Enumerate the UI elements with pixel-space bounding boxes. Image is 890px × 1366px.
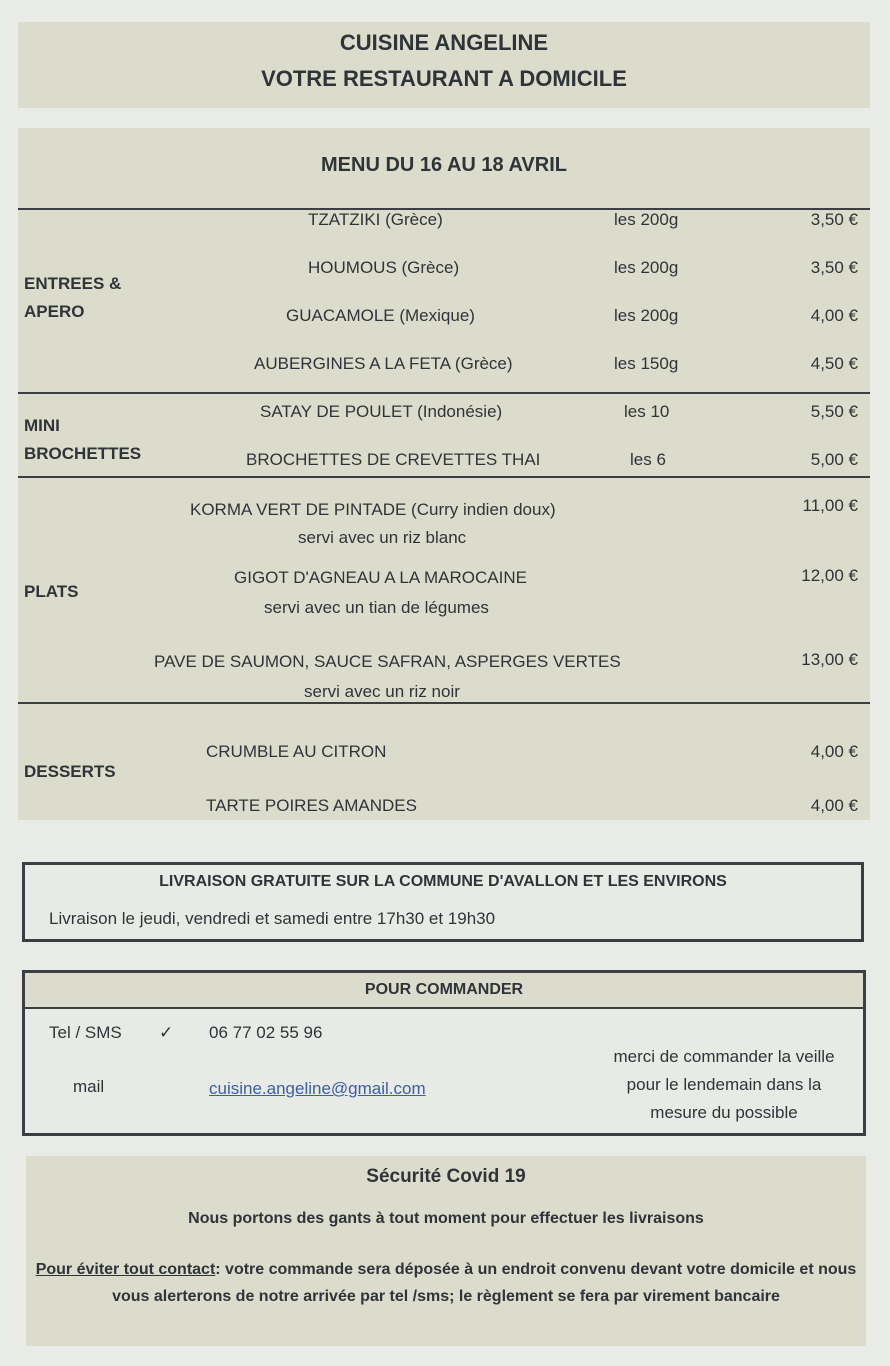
dish-name: PAVE DE SAUMON, SAUCE SAFRAN, ASPERGES VERTES: [154, 652, 621, 671]
tel-label: Tel / SMS: [49, 1023, 122, 1042]
check-icon: ✓: [159, 1023, 174, 1042]
dish-price: 4,00 €: [810, 742, 858, 761]
covid-title: Sécurité Covid 19: [366, 1166, 526, 1187]
covid-contactless-note: [30, 1256, 862, 1310]
dish-qty: les 150g: [614, 354, 679, 373]
dish-price: 3,50 €: [810, 258, 858, 277]
covid-gloves-note: Nous portons des gants à tout moment pour effectuer les livraisons: [188, 1210, 704, 1227]
category-plats: PLATS: [24, 582, 79, 601]
email-link[interactable]: cuisine.angeline@gmail.com: [209, 1079, 426, 1098]
dish-name: HOUMOUS (Grèce): [308, 258, 460, 277]
dish-qty: les 10: [624, 402, 670, 421]
restaurant-tagline: VOTRE RESTAURANT A DOMICILE: [261, 66, 627, 91]
order-title: POUR COMMANDER: [364, 981, 524, 998]
order-header: [25, 973, 863, 1009]
dish-price: 5,00 €: [810, 450, 858, 469]
dish-price: 4,00 €: [810, 306, 858, 325]
dish-side: servi avec un riz blanc: [298, 528, 467, 547]
dish-name: GUACAMOLE (Mexique): [286, 306, 475, 325]
dish-price: 3,50 €: [810, 210, 858, 229]
covid-text: : votre commande sera déposée à un endroit convenu devant votre domicile et nous vous alerterons de notre arrivée par tel /sms; le règlement se fera par virement bancaire: [112, 1261, 857, 1305]
divider: [18, 392, 870, 394]
dish-price: 13,00 €: [801, 650, 858, 669]
restaurant-header: [18, 22, 870, 108]
mail-label: mail: [73, 1077, 105, 1096]
delivery-title: LIVRAISON GRATUITE SUR LA COMMUNE D'AVALLON ET LES ENVIRONS: [159, 873, 727, 890]
dish-name: KORMA VERT DE PINTADE (Curry indien doux): [190, 500, 556, 519]
dish-name: AUBERGINES A LA FETA (Grèce): [254, 354, 513, 373]
dish-qty: les 200g: [614, 258, 679, 277]
dish-name: GIGOT D'AGNEAU A LA MAROCAINE: [234, 568, 527, 587]
category-desserts: DESSERTS: [24, 762, 116, 781]
dish-name: BROCHETTES DE CREVETTES THAI: [246, 450, 541, 469]
covid-lead: Pour éviter tout contact: [35, 1261, 216, 1278]
dish-name: TARTE POIRES AMANDES: [206, 796, 417, 815]
dish-side: servi avec un tian de légumes: [264, 598, 489, 617]
dish-side: servi avec un riz noir: [304, 682, 460, 701]
dish-qty: les 200g: [614, 210, 679, 229]
delivery-schedule: Livraison le jeudi, vendredi et samedi entre 17h30 et 19h30: [49, 909, 496, 928]
menu-title: MENU DU 16 AU 18 AVRIL: [321, 154, 567, 176]
dish-price: 11,00 €: [802, 496, 858, 515]
dish-name: TZATZIKI (Grèce): [308, 210, 443, 229]
dish-price: 4,00 €: [810, 796, 858, 815]
dish-price: 5,50 €: [810, 402, 858, 421]
dish-name: SATAY DE POULET (Indonésie): [260, 402, 503, 421]
delivery-box: [22, 862, 864, 942]
order-box: [22, 970, 866, 1136]
dish-qty: les 6: [630, 450, 666, 469]
order-note: merci de commander la veille pour le lendemain dans la mesure du possible: [613, 1047, 835, 1122]
divider: [18, 476, 870, 478]
category-entrees: ENTREES & APERO: [24, 274, 122, 321]
divider: [18, 208, 870, 210]
dish-qty: les 200g: [614, 306, 679, 325]
restaurant-name: CUISINE ANGELINE: [339, 30, 549, 55]
dish-name: CRUMBLE AU CITRON: [206, 742, 387, 761]
phone-number[interactable]: 06 77 02 55 96: [209, 1023, 323, 1042]
menu-panel: [18, 128, 870, 820]
dish-price: 4,50 €: [810, 354, 858, 373]
dish-price: 12,00 €: [801, 566, 858, 585]
covid-panel: [26, 1156, 866, 1346]
category-mini-brochettes: MINI BROCHETTES: [24, 416, 142, 463]
divider: [18, 702, 870, 704]
